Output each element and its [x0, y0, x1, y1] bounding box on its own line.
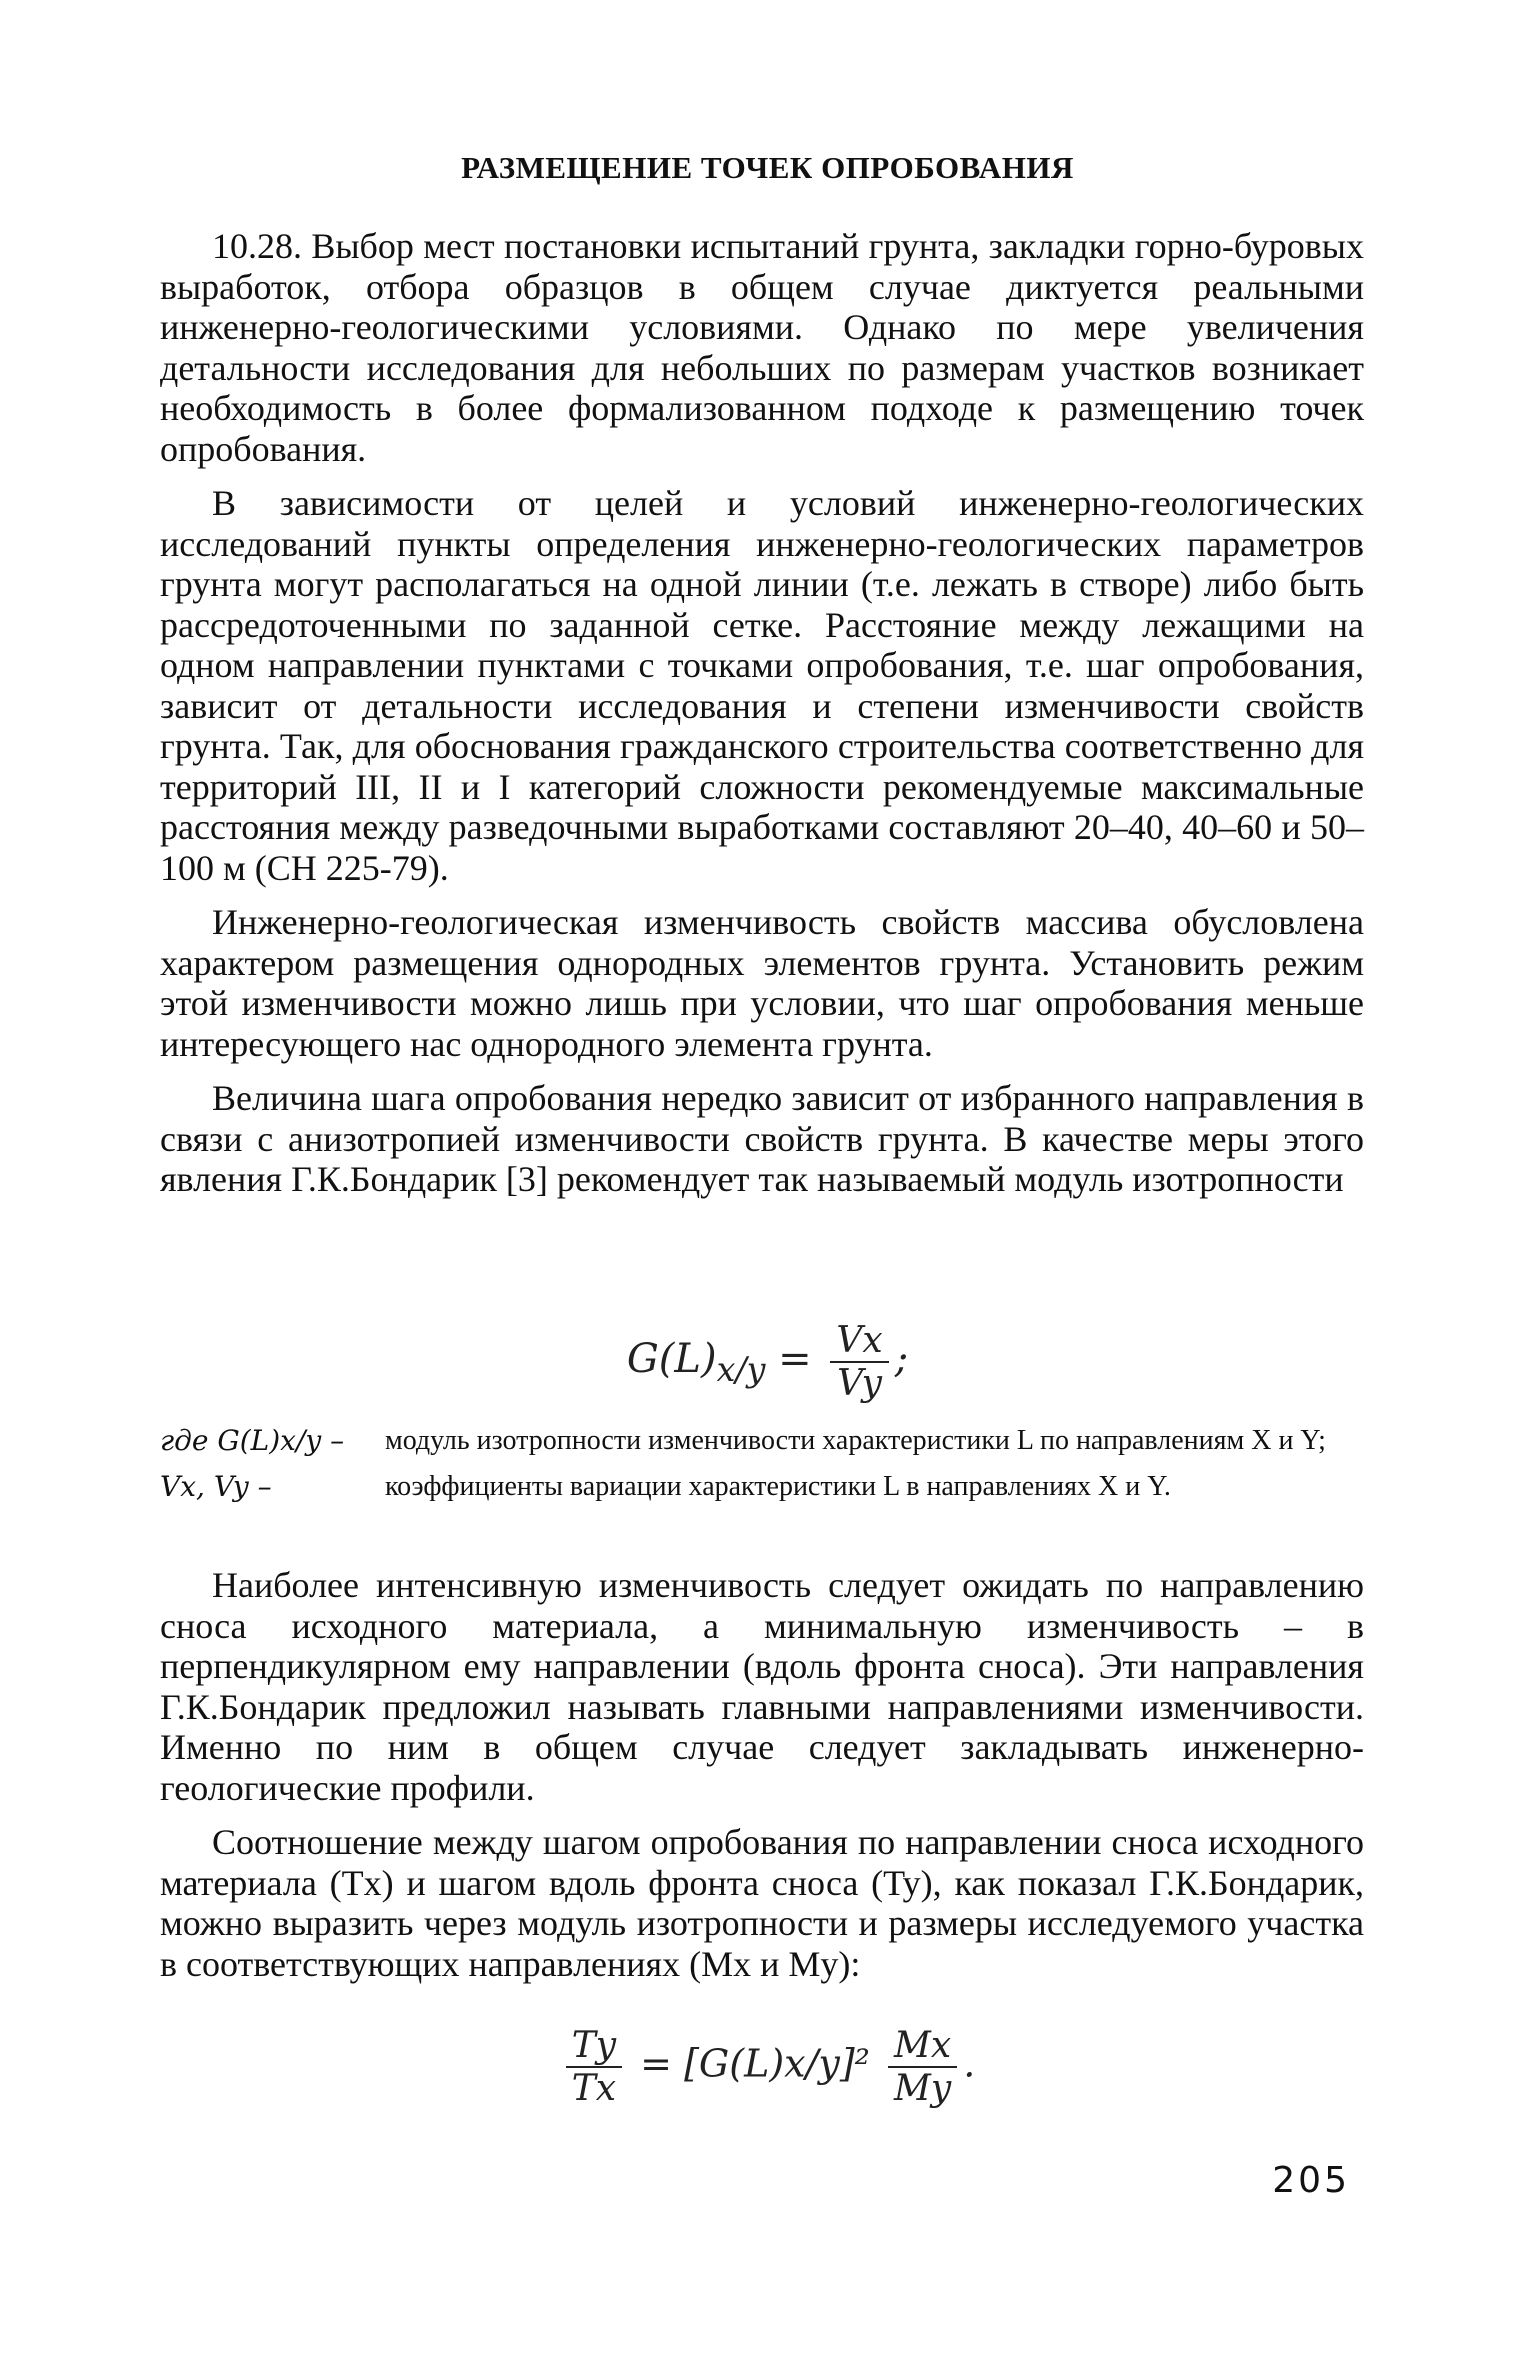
formula1-lhs: G(L): [626, 1336, 717, 1382]
paragraph-variability: Инженерно-геологическая изменчивость свойств массива обусловлена характером размещения однородных элементов грунта. Установить режим этой изменчивости можно лишь при условии, что шаг опробования меньше интересующего нас однородного элемента грунта.: [160, 902, 1364, 1064]
paragraph-isotropy-modulus: Величина шага опробования нередко зависит от избранного направления в связи с анизотропией изменчивости свойств грунта. В качестве меры этого явления Г.К.Бондарик [3] рекомендует так называемый модуль изотропности: [160, 1078, 1364, 1199]
formula2-middle: = [G(L)x/y]²: [640, 2041, 870, 2086]
formula1-tail: ;: [894, 1336, 909, 1382]
definition-term: где G(L)x/y –: [160, 1424, 345, 1457]
page-number: 205: [1272, 2160, 1350, 2201]
formula1-denominator: Vy: [837, 1363, 882, 1404]
formula1-fraction: [830, 1320, 888, 1404]
paragraph-10-28: 10.28. Выбор мест постановки испытаний грунта, закладки горно-буровых выработок, отбора образцов в общем случае диктуется реальными инженерно-геологическими условиями. Однако по мере увеличения детальности исследования для небольших по размерам участков возникает необходимость в более формализованном подходе к размещению точек опробования.: [160, 226, 1364, 469]
formula2-numerator-2: Mx: [888, 2025, 957, 2068]
step-ratio-formula: [0, 2025, 1535, 2109]
formula2-numerator-1: Ty: [566, 2025, 622, 2068]
section-heading: РАЗМЕЩЕНИЕ ТОЧЕК ОПРОБОВАНИЯ: [461, 150, 1074, 185]
isotropy-formula: [0, 1320, 1535, 1404]
paragraph-sampling-points: В зависимости от целей и условий инженерно-геологических исследований пункты определения инженерно-геологических параметров грунта могут располагаться на одной линии (т.е. лежать в створе) либо быть рассредоточенными по заданной сетке. Расстояние между лежащими на одном направлении пунктами с точками опробования, т.е. шаг опробования, зависит от детальности исследования и степени изменчивости свойств грунта. Так, для обоснования гражданского строительства соответственно для территорий III, II и I категорий сложности рекомендуемые максимальные расстояния между разведочными выработками составляют 20–40, 40–60 и 50–100 м (СН 225-79).: [160, 483, 1364, 888]
formula1-numerator: Vx: [830, 1320, 888, 1363]
definition-row: [160, 1471, 1364, 1503]
formula-definitions: [160, 1425, 1364, 1503]
text-block-1: [160, 226, 1364, 1200]
definition-text: модуль изотропности изменчивости характеристики L по направлениям X и Y;: [385, 1425, 1326, 1456]
formula2-denominator-1: Tx: [571, 2068, 617, 2109]
formula1-subscript: x/y: [716, 1350, 766, 1389]
definition-row: [160, 1425, 1364, 1457]
formula1-equals: =: [778, 1336, 812, 1382]
formula2-denominator-2: My: [894, 2068, 952, 2109]
paragraph-step-ratio: Соотношение между шагом опробования по направлении сноса исходного материала (Tx) и шагом вдоль фронта сноса (Ty), как показал Г.К.Бондарик, можно выразить через модуль изотропности и размеры исследуемого участка в соответствующих направлениях (Mx и My):: [160, 1822, 1364, 1984]
formula2-fraction-1: [566, 2025, 622, 2109]
definition-text: коэффициенты вариации характеристики L в направлениях X и Y.: [385, 1471, 1171, 1502]
formula2-fraction-2: [888, 2025, 957, 2109]
formula2-tail: .: [963, 2041, 976, 2086]
paragraph-main-directions: Наиболее интенсивную изменчивость следует ожидать по направлению сноса исходного материала, а минимальную изменчивость – в перпендикулярном ему направлении (вдоль фронта сноса). Эти направления Г.К.Бондарик предложил называть главными направлениями изменчивости. Именно по ним в общем случае следует закладывать инженерно-геологические профили.: [160, 1565, 1364, 1808]
text-block-2: [160, 1565, 1364, 1984]
definition-term: Vx, Vy –: [160, 1470, 272, 1503]
